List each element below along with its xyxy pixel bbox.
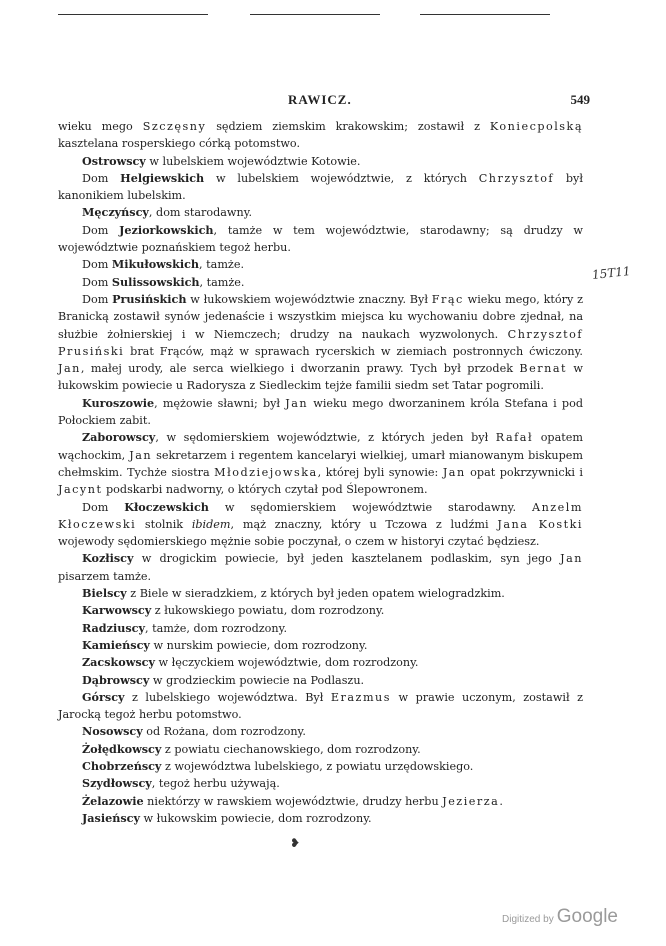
text-run: , w sędomierskiem województwie, z których jeden był [155,431,496,445]
family-name: Żołędkowscy [82,741,162,756]
family-name: Karwowscy [82,603,152,618]
text-run: , tamże w tem województwie, starodawny; są drudzy w województwie poznańskiem tegoż herbu. [58,223,583,255]
spaced-name: Jana Kostki [497,517,583,531]
paragraph [58,723,583,740]
text-body [58,118,583,827]
top-rule-left [58,14,208,15]
paragraph [58,602,583,619]
text-run: od Rożana, dom rozrodzony. [142,725,306,739]
paragraph [58,672,583,689]
page-header [70,92,590,112]
family-name: Kozłiscy [82,551,134,566]
paragraph [58,550,583,585]
paragraph [58,395,583,430]
text-run: był kanonikiem lubelskim. [58,171,584,203]
text-run: w lubelskiem województwie, z których [204,171,479,185]
running-title: RAWICZ. [288,92,352,107]
family-name: Zacskowscy [82,655,155,670]
text-run: , tamże. [199,258,245,272]
text-run: Dom [82,292,113,306]
spaced-name: Jan [285,396,309,410]
text-run: Dom [82,275,112,289]
spaced-name: Jan [560,552,583,566]
text-run: , tegoż herbu używają. [151,777,280,791]
paragraph [58,741,583,758]
spaced-name: Bernat [519,362,567,376]
paragraph [58,256,583,273]
text-run: Dom [82,500,125,514]
text-run: Dom [82,258,112,272]
text-run: Dom [82,223,120,237]
text-run: opat pokrzywnicki i [465,465,584,479]
paragraph [58,153,583,170]
family-name: Kłoczewskich [124,499,209,514]
spaced-name: Jan [58,362,81,376]
spaced-name: Szczęsny [142,120,207,133]
digitized-by-label: Digitized by [502,914,554,925]
text-run: w drogickim powiecie, był jeden kasztelanem podlaskim, syn jego [133,552,561,566]
text-run: , dom starodawny. [148,206,253,220]
text-run: podskarbi nadworny, o których czytał pod Ślepowronem. [102,483,428,497]
family-name: Radziuscy [82,620,145,635]
text-run: wieku mego, który z Branicką zostawił synów jedenaście i wszystkim miejsca ku wychowaniu dobre zjednał, na służbie żołnierskiej i w Niemczech; drudzy na naukach wyzwolonych. [58,292,583,341]
spaced-name: Frąc [431,292,464,306]
text-run: w sędomierskiem województwie starodawny. [208,500,532,514]
spaced-name: Chrzysztof [478,171,555,185]
text-run: pisarzem tamże. [58,569,152,583]
google-brand-label: Google [556,906,618,927]
spaced-name: Chrzysztof Prusiński [58,327,583,358]
text-run: stolnik [136,517,192,531]
text-run: . [499,794,503,808]
spaced-name: Rafał [495,431,534,445]
family-name: Sulissowskich [111,274,200,289]
spaced-name: Koniecpolską [489,120,584,133]
family-name: Dąbrowscy [82,672,150,687]
paragraph [58,274,583,291]
text-run: sekretarzem i regentem kancelaryi wielkiej, umarł mianowanym biskupem chełmskim. Tychże siostra [58,448,584,479]
text-run: z Biele w sieradzkiem, z których był jeden opatem wielogradzkim. [126,587,505,601]
text-run: w lubelskiem województwie Kotowie. [145,154,361,168]
text-run: , tamże, dom rozrodzony. [144,621,288,635]
spaced-name: Młodziejowska [214,465,318,479]
paragraph [58,758,583,775]
text-run: wieku mego [58,120,143,133]
text-run: w łukowskiem województwie znaczny. Był [186,292,432,306]
top-rule-right [420,14,550,15]
text-run: w łęczyckiem województwie, dom rozrodzony. [154,656,419,670]
paragraph [58,775,583,792]
paragraph [58,170,583,205]
family-name: Mikułowskich [111,257,200,272]
paragraph [58,222,583,257]
family-name: Zaborowscy [82,430,156,445]
footer-ornament: ❥ [290,836,301,850]
text-run: w łukowskim powiecie u Radorysza z Siedleckim tejże familii siedm set Tatar pogromili. [58,362,583,393]
text-run: opatem wąchockim, [58,431,583,462]
text-run: , mąż znaczny, który u Tczowa z ludźmi [230,517,498,531]
family-name: Kuroszowie [82,395,155,410]
family-name: Jeziorkowskich [119,222,214,237]
text-run: w łukowskim powiecie, dom rozrodzony. [139,811,372,825]
google-watermark [502,906,618,928]
top-rule-center [250,14,380,15]
spaced-name: Erazmus [330,690,392,704]
text-run: kasztelana rosperskiego córką potomstwo. [58,137,301,151]
family-name: Ostrowscy [82,153,146,168]
spaced-name: Anzelm Kłoczewski [58,500,583,531]
text-run: sędziem ziemskim krakowskim; zostawił z [206,120,490,133]
text-run: , małej urody, ale serca wielkiego i dworzanin prawy. Tych był przodek [80,362,520,376]
family-name: Męczyńscy [82,205,149,220]
paragraph [58,499,583,551]
paragraph [58,793,583,810]
paragraph [58,429,583,498]
text-run: z lubelskiego województwa. Był [124,690,331,704]
family-name: Górscy [82,689,125,704]
spaced-name: Jezierza [442,794,500,808]
text-run: wieku mego dworzaninem króla Stefana i pod Połockiem zabit. [58,396,583,428]
text-run: w prawie uczonym, zostawił z Jarocką tegoż herbu potomstwo. [58,690,583,722]
family-name: Chobrzeńscy [82,758,162,773]
paragraph [58,637,583,654]
text-run: , tamże. [199,275,245,289]
text-run: z łukowskiego powiatu, dom rozrodzony. [151,604,385,618]
italic-text: ibidem [191,517,231,531]
paragraph [58,204,583,221]
paragraph [58,585,583,602]
text-run: z województwa lubelskiego, z powiatu urzędowskiego. [161,759,474,773]
paragraph [58,118,583,153]
family-name: Szydłowscy [82,776,152,791]
paragraph [58,810,583,827]
family-name: Kamieńscy [82,637,150,652]
spaced-name: Jan [129,448,153,462]
paragraph [58,654,583,671]
text-run: niektórzy w rawskiem województwie, drudzy herbu [143,794,443,808]
family-name: Helgiewskich [120,170,205,185]
family-name: Prusińskich [112,291,187,306]
spaced-name: Jan [442,465,466,479]
paragraph [58,291,583,395]
text-run: w grodzieckim powiecie na Podlaszu. [149,673,365,687]
family-name: Jasieńscy [82,810,140,825]
paragraph [58,620,583,637]
family-name: Żelazowie [82,793,144,808]
text-run: w nurskim powiecie, dom rozrodzony. [149,638,368,652]
paragraph [58,689,583,724]
family-name: Bielscy [82,586,127,601]
family-name: Nosowscy [82,724,143,739]
text-run: , mężowie sławni; był [154,396,286,410]
handwritten-margin-note: 15T11 [591,264,632,282]
text-run: Dom [82,171,121,185]
spaced-name: Jacynt [58,483,103,497]
text-run: brat Frąców, mąż w sprawach rycerskich w ziemiach postronnych ćwiczony. [124,344,583,358]
text-run: wojewody sędomierskiego mężnie sobie poczynał, o czem w historyi czytać będziesz. [58,535,540,549]
page-number: 549 [570,92,590,107]
text-run: z powiatu ciechanowskiego, dom rozrodzony. [161,742,421,756]
text-run: , której byli synowie: [317,465,443,479]
